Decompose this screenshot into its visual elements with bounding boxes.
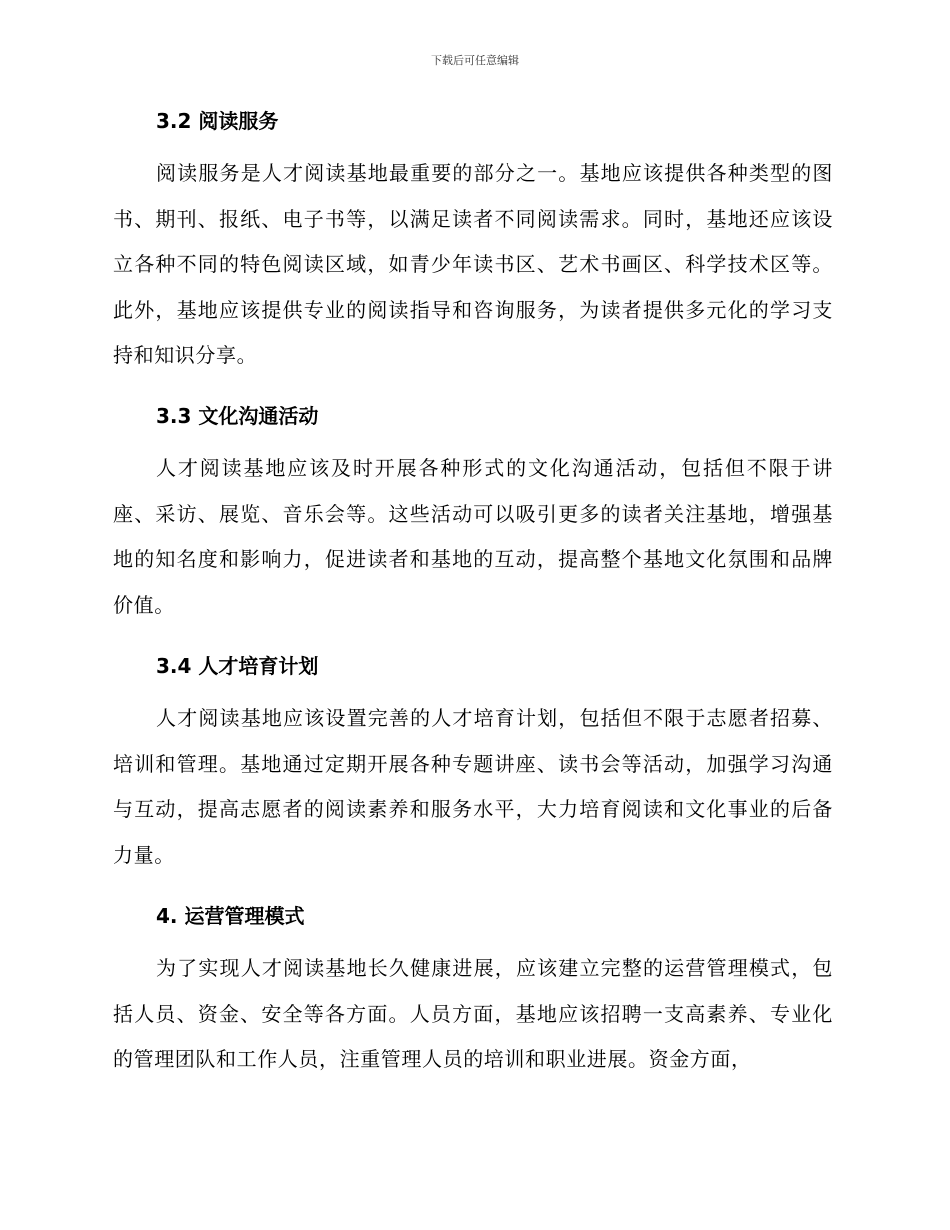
section-talent-cultivation [113,652,833,894]
section-cultural-activities [113,402,833,644]
section-operation-management [113,902,833,1099]
section-reading-service [113,107,833,395]
section-heading: 3.4 人才培育计划 [156,654,319,678]
section-paragraph: 为了实现人才阅读基地长久健康进展，应该建立完整的运营管理模式，包括人员、资金、安全等各方面。人员方面，基地应该招聘一支高素养、专业化的管理团队和工作人员，注重管理人员的培训和职业进展。资金方面， [113,956,833,1071]
section-heading: 3.2 阅读服务 [156,109,279,133]
section-heading: 3.3 文化沟通活动 [156,404,319,428]
section-paragraph: 人才阅读基地应该及时开展各种形式的文化沟通活动，包括但不限于讲座、采访、展览、音乐会等。这些活动可以吸引更多的读者关注基地，增强基地的知名度和影响力，促进读者和基地的互动，提高整个基地文化氛围和品牌价值。 [113,456,833,617]
section-heading: 4. 运营管理模式 [156,904,305,928]
section-paragraph: 阅读服务是人才阅读基地最重要的部分之一。基地应该提供各种类型的图书、期刊、报纸、电子书等，以满足读者不同阅读需求。同时，基地还应该设立各种不同的特色阅读区域，如青少年读书区、艺术书画区、科学技术区等。此外，基地应该提供专业的阅读指导和咨询服务，为读者提供多元化的学习支持和知识分享。 [113,161,833,367]
section-paragraph: 人才阅读基地应该设置完善的人才培育计划，包括但不限于志愿者招募、培训和管理。基地通过定期开展各种专题讲座、读书会等活动，加强学习沟通与互动，提高志愿者的阅读素养和服务水平，大力培育阅读和文化事业的后备力量。 [113,706,833,867]
page-header-note: 下载后可任意编辑 [431,54,519,67]
